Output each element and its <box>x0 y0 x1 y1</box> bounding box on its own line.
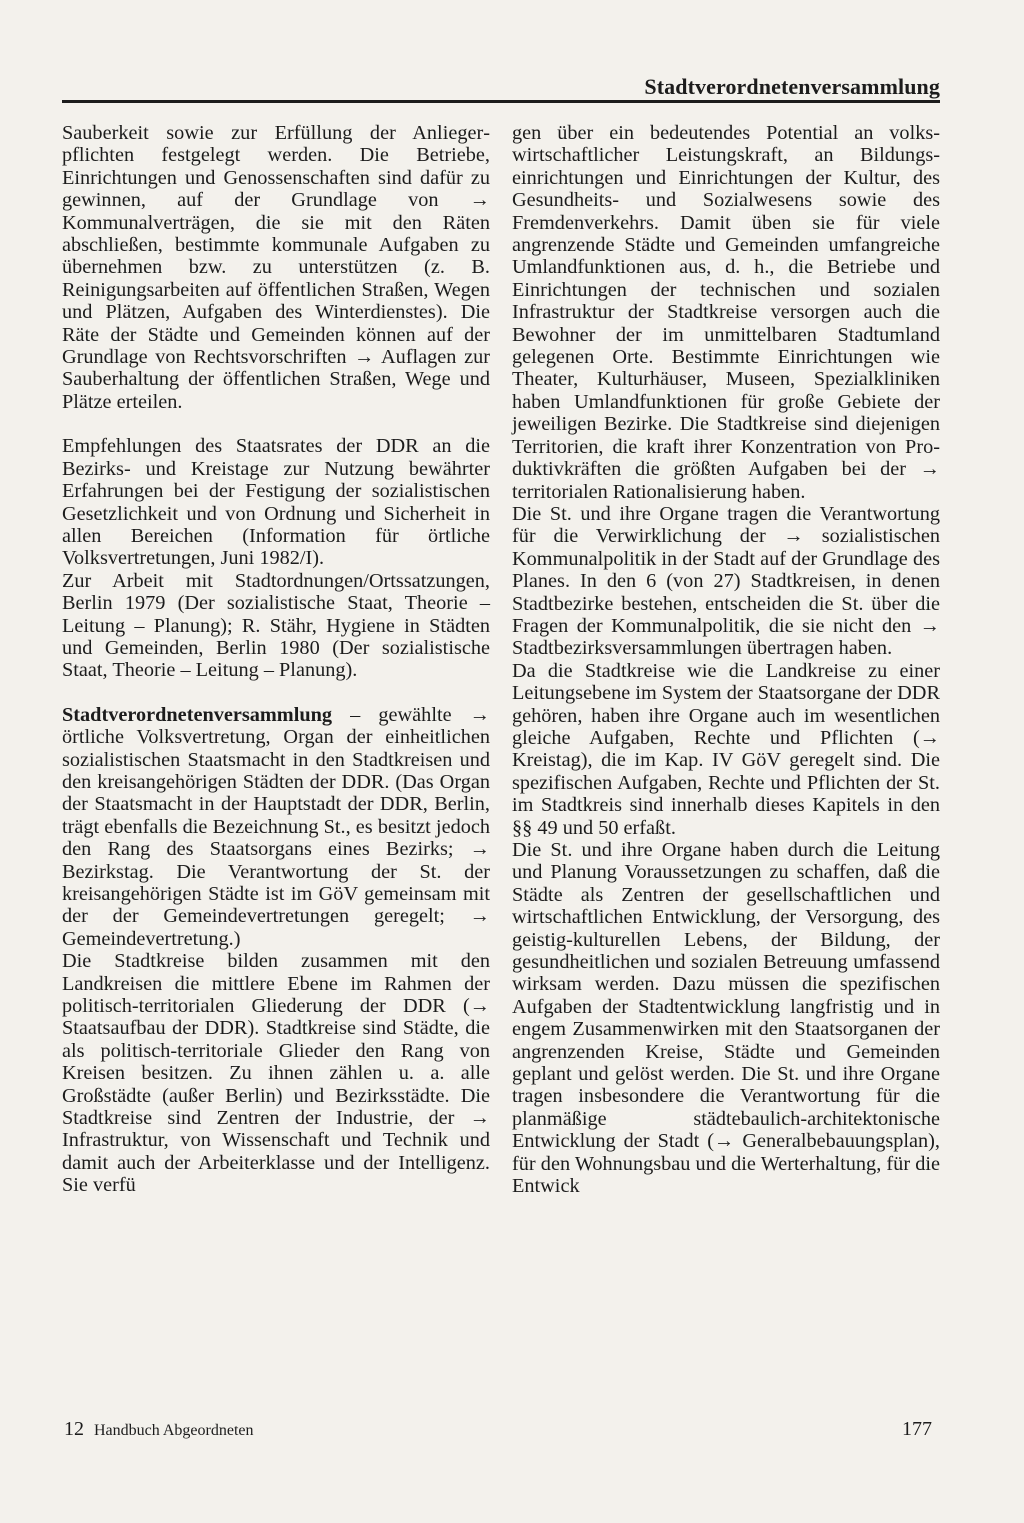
paragraph: Sauberkeit sowie zur Erfüllung der Anliegerpflichten festgelegt werden. Die Betriebe, Einrichtungen und Genossenschaften sind dafür zu gewinnen, auf der Grundlage von → Kommunalverträgen, die sie mit den Räten abschließen, bestimmte kommunale Aufgaben zu übernehmen bzw. zu unterstützen (z. B. Reinigungsarbeiten auf öffentlichen Straßen, Wegen und Plätzen, Aufgaben des Winterdienstes). Die Räte der Städte und Gemeinden können auf der Grundlage von Rechtsvorschriften → Auflagen zur Sauberhaltung der öffentlichen Straßen, Wege und Plätze erteilen. <box>62 122 490 413</box>
entry-text: – gewählte → örtliche Volksvertretung, Organ der einheitlichen sozialistischen Staatsmacht in den Stadtkreisen und den kreisangehörigen Städten der DDR. (Das Organ der Staatsmacht in der Hauptstadt der DDR, Berlin, trägt ebenfalls die Bezeichnung St., es besitzt jedoch den Rang des Staatsorgans eines Bezirks; → Bezirkstag. Die Verantwortung der St. der kreisangehörigen Städte ist im GöV gemeinsam mit der der Gemeindevertretungen geregelt; → Gemeindevertretung.) <box>62 703 490 950</box>
paragraph: gen über ein bedeutendes Potential an volkswirtschaftlicher Leistungskraft, an Bildungseinrichtungen und Einrichtungen der Kultur, des Gesundheits- und Sozialwesens sowie des Fremdenverkehrs. Damit üben sie für viele angrenzende Städte und Gemeinden umfangreiche Umlandfunktionen aus, d. h., die Betriebe und Einrichtungen der technischen und sozialen Infrastruktur der Stadtkreise versorgen auch die Bewohner der im unmittelbaren Stadtumland gelegenen Orte. Bestimmte Einrichtungen wie Theater, Kulturhäuser, Museen, Spezialkliniken haben Umlandfunktionen für große Gebiete der jeweiligen Bezirke. Die Stadtkreise sind diejenigen Territorien, die kraft ihrer Konzentration von Produktivkräften die größten Aufgaben bei der → territorialen Rationalisierung haben. <box>512 122 940 503</box>
reference-paragraph: Zur Arbeit mit Stadtordnungen/Ortssatzungen, Berlin 1979 (Der sozialistische Staat, Theorie – Leitung – Planung); R. Stähr, Hygiene in Städten und Gemeinden, Berlin 1980 (Der sozialistische Staat, Theorie – Leitung – Planung). <box>62 569 490 682</box>
paragraph: Die St. und ihre Organe haben durch die Leitung und Planung Voraussetzungen zu schaffen, daß die Städte als Zentren der gesellschaftlichen und wirtschaftlichen Entwicklung, der Versorgung, des geistig-kulturellen Lebens, der Bildung, der gesundheitlichen und sozialen Betreuung umfassend wirksam werden. Dazu müssen die spezifischen Aufgaben der Stadtentwicklung langfristig und in engem Zusammenwirken mit den Staatsorganen der angrenzenden Kreise, Städte und Gemeinden geplant und gelöst werden. Die St. und ihre Organe tragen insbesondere die Verantwortung für die planmäßige städtebaulich-architektonische Entwicklung der Stadt (→ Generalbebauungsplan), für den Wohnungsbau und die Werterhaltung, für die Entwick <box>512 839 940 1198</box>
signature-number: 12 <box>64 1418 84 1440</box>
entry-lemma: Stadtverordnetenversammlung <box>62 703 333 726</box>
left-column <box>62 122 490 1197</box>
paragraph: Da die Stadtkreise wie die Landkreise zu einer Leitungsebene im System der Staatsorgane der DDR gehören, haben ihre Organe auch im wesentlichen gleiche Aufgaben, Rechte und Pflichten (→ Kreistag), die im Kap. IV GöV geregelt sind. Die spezifischen Aufgaben, Rechte und Pflichten der St. im Stadtkreis sind innerhalb dieses Kapitels in den §§ 49 und 50 erfaßt. <box>512 659 940 839</box>
reference-paragraph: Empfehlungen des Staatsrates der DDR an die Bezirks- und Kreistage zur Nutzung bewährter Erfahrungen bei der Festigung der sozialistischen Gesetzlichkeit und von Ordnung und Sicherheit in allen Bereichen (Information für örtliche Volksvertretungen, Juni 1982/I). <box>62 435 490 570</box>
right-column <box>512 122 940 1198</box>
signature-text: Handbuch Abgeordneten <box>94 1422 254 1439</box>
printer-signature <box>64 1418 254 1441</box>
running-header-title: Stadtverordnetenversammlung <box>644 74 940 99</box>
entry-paragraph <box>62 704 490 950</box>
paragraph: Die St. und ihre Organe tragen die Verantwortung für die Verwirklichung der → sozialistischen Kommunalpolitik in der Stadt auf der Grundlage des Planes. In den 6 (von 27) Stadtkreisen, in denen Stadtbezirke bestehen, entscheiden die St. über die Fragen der Kommunalpolitik, die sie nicht den → Stadtbezirksversammlungen übertragen haben. <box>512 502 940 660</box>
paragraph: Die Stadtkreise bilden zusammen mit den Landkreisen die mittlere Ebene im Rahmen der politisch-territorialen Gliederung der DDR (→ Staatsaufbau der DDR). Stadtkreise sind Städte, die als politisch-territoriale Glieder den Rang von Kreisen besitzen. Zu ihnen zählen u. a. alle Großstädte (außer Berlin) und Bezirksstädte. Die Stadtkreise sind Zentren der Industrie, der → Infrastruktur, von Wissenschaft und Technik und damit auch der Arbeiterklasse und der Intelligenz. Sie verfü <box>62 950 490 1197</box>
page-number: 177 <box>902 1418 932 1440</box>
header-rule <box>62 100 940 103</box>
